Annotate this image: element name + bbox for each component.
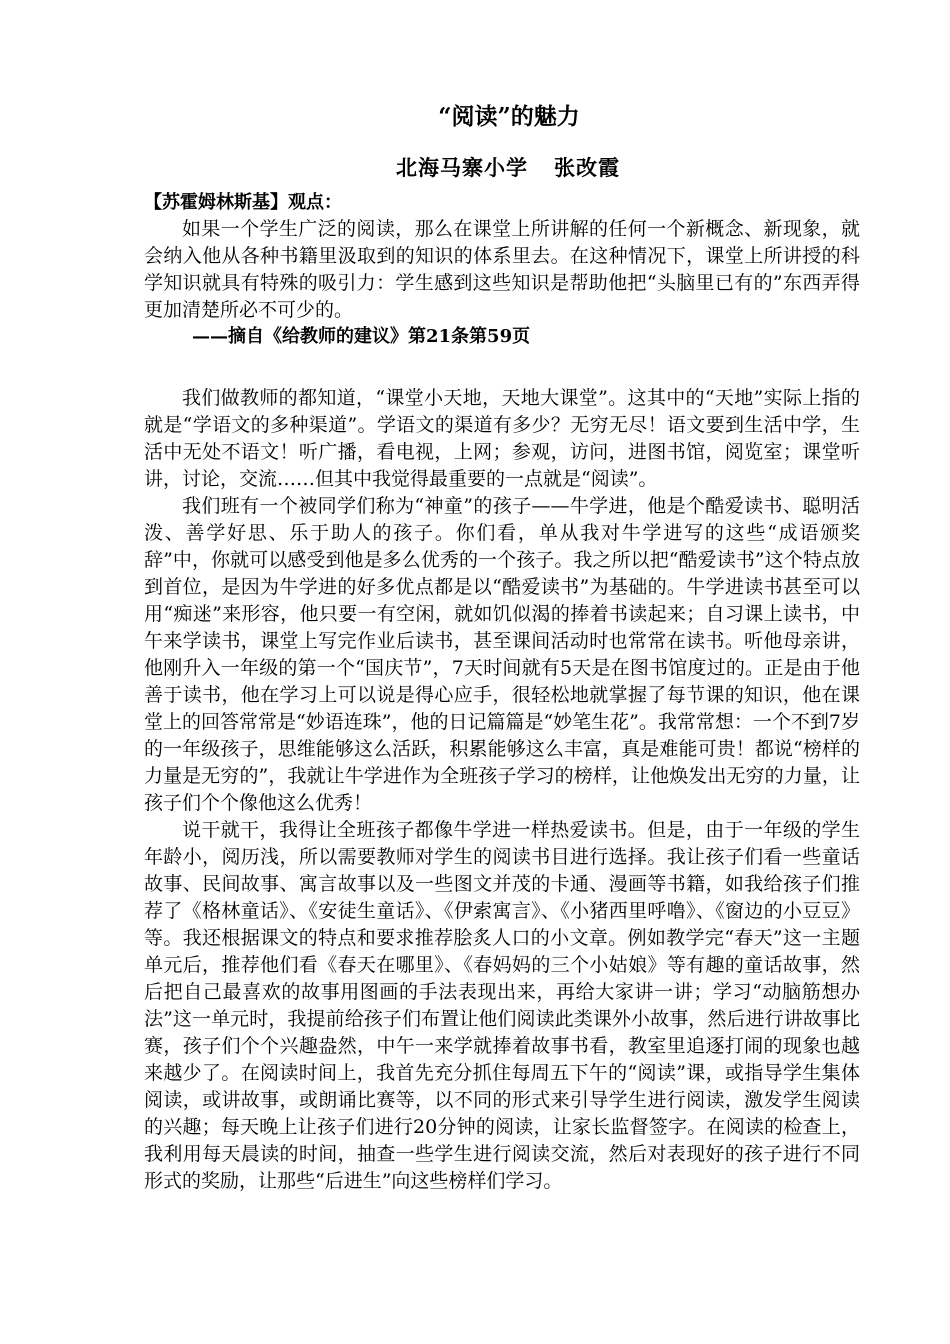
document-page (144, 100, 860, 1195)
document-title: “阅读”的魅力 (438, 103, 580, 130)
author-school: 北海马寨小学 (396, 155, 528, 180)
author-line (144, 152, 860, 184)
quote-source: ——摘自《给教师的建议》第21条第59页 (192, 326, 531, 347)
quote-text: 如果一个学生广泛的阅读，那么在课堂上所讲解的任何一个新概念、新现象，就会纳入他从各种书籍里汲取到的知识的体系里去。在这种情况下，课堂上所讲授的科学知识就具有特殊的吸引力：学生感到这些知识是帮助他把“头脑里已有的”东西弄得更加清楚所必不可少的。 (144, 218, 860, 321)
body-paragraph-1: 我们做教师的都知道，“课堂小天地，天地大课堂”。这其中的“天地”实际上指的就是“学语文的多种渠道”。学语文的渠道有多少？无穷无尽！语文要到生活中学，生活中无处不语文！听广播，看电视，上网；参观，访问，进图书馆，阅览室；课堂听讲，讨论，交流……但其中我觉得最重要的一点就是“阅读”。 (144, 387, 860, 490)
author-name: 张改霞 (554, 155, 620, 180)
body-paragraph-3: 说干就干，我得让全班孩子都像牛学进一样热爱读书。但是，由于一年级的学生年龄小，阅历浅，所以需要教师对学生的阅读书目进行选择。我让孩子们看一些童话故事、民间故事、寓言故事以及一些图文并茂的卡通、漫画等书籍，如我给孩子们推荐了《格林童话》、《安徒生童话》、《伊索寓言》、《小猪西里呼噜》、《窗边的小豆豆》等。我还根据课文的特点和要求推荐脍炙人口的小文章。例如教学完“春天”这一主题单元后，推荐他们看《春天在哪里》、《春妈妈的三个小姑娘》等有趣的童话故事，然后把自己最喜欢的故事用图画的手法表现出来，再给大家讲一讲；学习“动脑筋想办法”这一单元时，我提前给孩子们布置让他们阅读此类课外小故事，然后进行讲故事比赛，孩子们个个兴趣盎然，中午一来学就捧着故事书看，教室里追逐打闹的现象也越来越少了。在阅读时间上，我首先充分抓住每周五下午的“阅读”课，或指导学生集体阅读，或讲故事，或朗诵比赛等，以不同的形式来引导学生进行阅读，激发学生阅读的兴趣；每天晚上让孩子们进行20分钟的阅读，让家长监督签字。在阅读的检查上，我利用每天晨读的时间，抽查一些学生进行阅读交流，然后对表现好的孩子进行不同形式的奖励，让那些“后进生”向这些榜样们学习。 (144, 819, 860, 1192)
quote-heading: 【苏霍姆林斯基】观点： (144, 192, 342, 213)
body-paragraph-2: 我们班有一个被同学们称为“神童”的孩子——牛学进，他是个酷爱读书、聪明活泼、善学好思、乐于助人的孩子。你们看，单从我对牛学进写的这些“成语颁奖辞”中，你就可以感受到他是多么优秀的一个孩子。我之所以把“酷爱读书”这个特点放到首位，是因为牛学进的好多优点都是以“酷爱读书”为基础的。牛学进读书甚至可以用“痴迷”来形容，他只要一有空闲，就如饥似渴的捧着书读起来；自习课上读书，中午来学读书，课堂上写完作业后读书，甚至课间活动时也常常在读书。听他母亲讲，他刚升入一年级的第一个“国庆节”，7天时间就有5天是在图书馆度过的。正是由于他善于读书，他在学习上可以说是得心应手，很轻松地就掌握了每节课的知识，他在课堂上的回答常常是“妙语连珠”，他的日记篇篇是“妙笔生花”。我常常想：一个不到7岁的一年级孩子，思维能够这么活跃，积累能够这么丰富，真是难能可贵！都说“榜样的力量是无穷的”，我就让牛学进作为全班孩子学习的榜样，让他焕发出无穷的力量，让孩子们个个像他这么优秀！ (144, 495, 860, 814)
